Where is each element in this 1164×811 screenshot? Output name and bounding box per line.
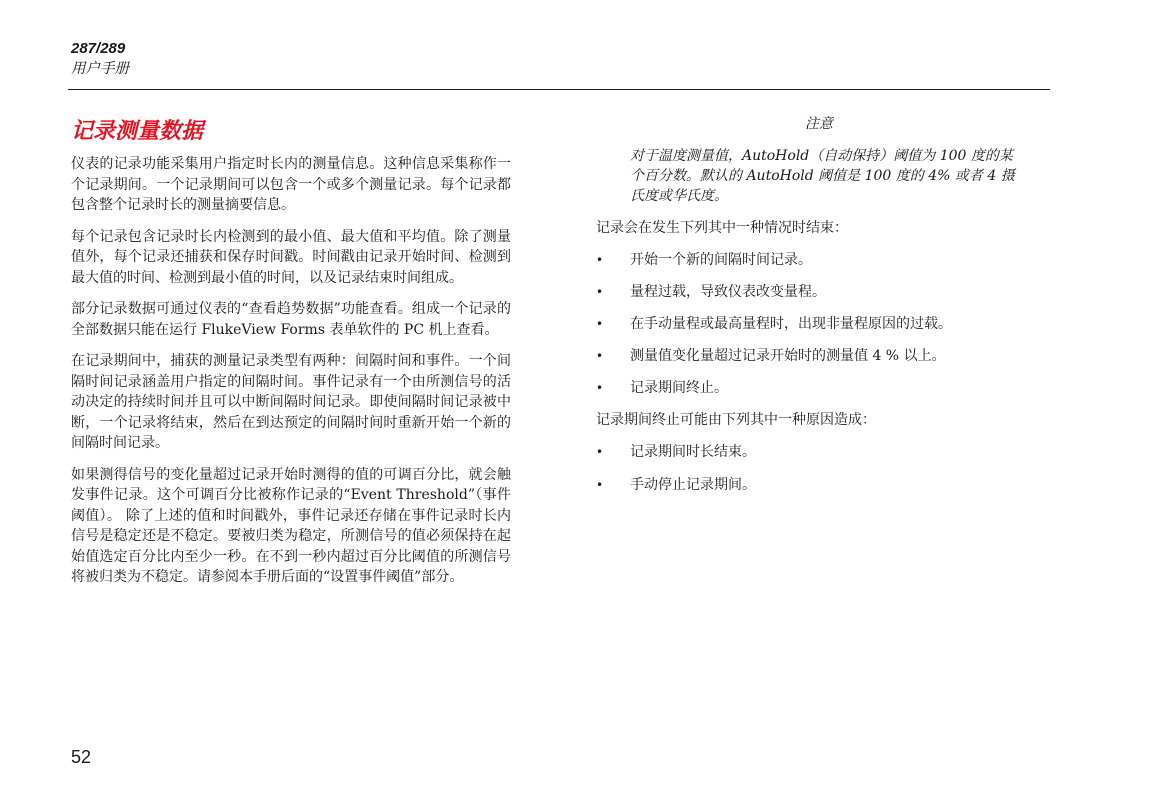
bullet-icon: • [596, 349, 604, 363]
note-text: 对于温度测量值，AutoHold（自动保持）阈值为 100 度的某个百分数。默认的 AutoHold 阈值是 100 度的 4% 或者 4 摄氏度或华氏度。 [630, 148, 1015, 204]
list-item-text: 测量值变化量超过记录开始时的测量值 4 % 以上。 [630, 348, 946, 364]
list-item-text: 在手动量程或最高量程时，出现非量程原因的过载。 [630, 316, 952, 332]
bullet-icon: • [596, 445, 604, 459]
bullet-icon: • [596, 253, 604, 267]
list-item-text: 量程过载，导致仪表改变量程。 [630, 284, 826, 300]
header-rule [68, 89, 1050, 90]
paragraph-recording-overview: 仪表的记录功能采集用户指定时长内的测量信息。这种信息采集称作一个记录期间。一个记录期间可以包含一个或多个测量记录。每个记录都包含整个记录时长的测量摘要信息。 [71, 156, 511, 213]
page-number: 52 [71, 747, 92, 767]
note-label: 注意 [805, 116, 833, 132]
bullet-icon: • [596, 478, 604, 492]
paragraph-record-contents: 每个记录包含记录时长内检测到的最小值、最大值和平均值。除了测量值外，每个记录还捕获和保存时间戳。时间戳由记录开始时间、检测到最大值的时间、检测到最小值的时间，以及记录结束时间组成。 [71, 228, 511, 286]
product-model: 287/289 [71, 40, 126, 57]
list-item-text: 记录期间时长结束。 [630, 444, 756, 460]
record-end-intro: 记录会在发生下列其中一种情况时结束： [596, 220, 848, 236]
paragraph-record-types: 在记录期间中，捕获的测量记录类型有两种：间隔时间和事件。一个间隔时间记录涵盖用户指定的间隔时间。事件记录有一个由所测信号的活动决定的持续时间并且可以中断间隔时间记录。即使间隔时间记录被中断，一个记录将结束，然后在到达预定的间隔时间时重新开始一个新的间隔时间记录。 [71, 353, 511, 451]
bullet-icon: • [596, 381, 604, 395]
bullet-icon: • [596, 317, 604, 331]
manual-name: 用户手册 [71, 61, 129, 77]
running-header [71, 40, 129, 80]
paragraph-event-threshold: 如果测得信号的变化量超过记录开始时测得的值的可调百分比，就会触发事件记录。这个可调百分比被称作记录的“Event Threshold”（事件阈值）。 除了上述的值和时间戳外，事件记录还存储在事件记录时长内信号是稳定还是不稳定。要被归类为稳定，所测信号的值必须保持在起始值选定百分比内至少一秒。在不到一秒内超过百分比阈值的所测信号将被归类为不稳定。请参阅本手册后面的“设置事件阈值”部分。 [71, 466, 511, 585]
paragraph-viewing-data: 部分记录数据可通过仪表的“查看趋势数据”功能查看。组成一个记录的全部数据只能在运行 FlukeView Forms 表单软件的 PC 机上查看。 [71, 301, 511, 338]
list-item-text: 开始一个新的间隔时间记录。 [630, 252, 812, 268]
list-item-text: 记录期间终止。 [630, 380, 728, 396]
left-column [71, 154, 511, 599]
list-item-text: 手动停止记录期间。 [630, 477, 756, 493]
session-end-intro: 记录期间终止可能由下列其中一种原因造成： [596, 412, 876, 428]
bullet-icon: • [596, 285, 604, 299]
section-title: 记录测量数据 [71, 118, 204, 144]
